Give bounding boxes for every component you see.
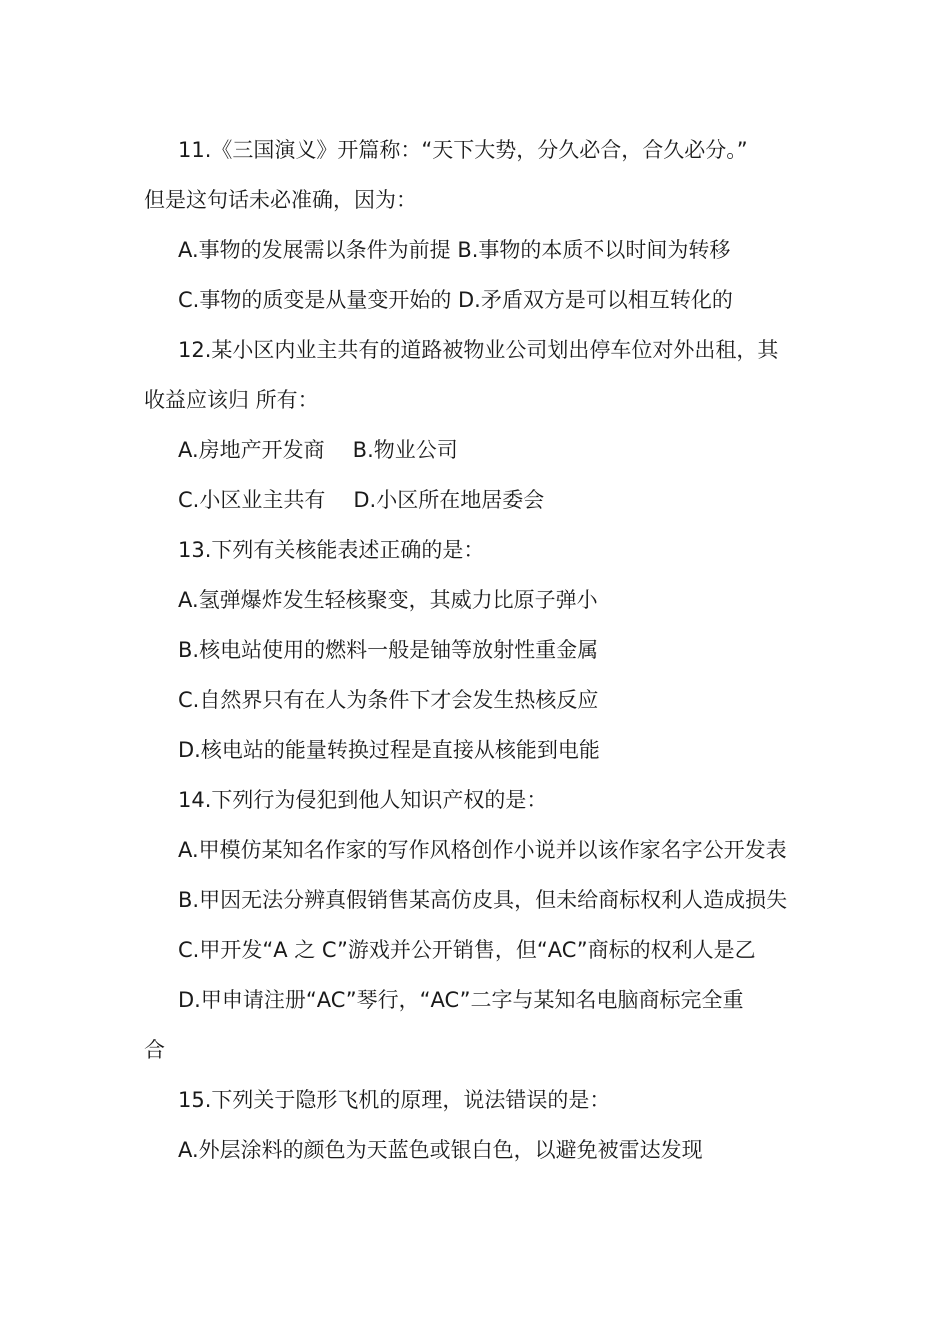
question-13-option-a: A.氢弹爆炸发生轻核聚变，其威力比原子弹小 [178,588,598,612]
question-12-stem-continued: 收益应该归 所有： [144,388,319,412]
question-12-option-a: A.房地产开发商 [178,438,325,462]
question-13-stem: 13.下列有关核能表述正确的是： [178,538,485,562]
question-12-option-c: C.小区业主共有 [178,488,326,512]
question-12-options-ab [178,436,458,464]
question-14-option-a: A.甲模仿某知名作家的写作风格创作小说并以该作家名字公开发表 [178,838,787,862]
question-14-option-d: D.甲申请注册“AC”琴行，“AC”二字与某知名电脑商标完全重 [178,988,744,1012]
question-15-stem: 15.下列关于隐形飞机的原理，说法错误的是： [178,1088,611,1112]
question-11-options-ab: A.事物的发展需以条件为前提 B.事物的本质不以时间为转移 [178,238,731,262]
question-12-option-b: B.物业公司 [352,438,458,462]
question-15-option-a: A.外层涂料的颜色为天蓝色或银白色，以避免被雷达发现 [178,1138,703,1162]
question-11-stem-continued: 但是这句话未必准确，因为： [144,188,417,212]
question-14-option-b: B.甲因无法分辨真假销售某高仿皮具，但未给商标权利人造成损失 [178,888,788,912]
question-13-option-d: D.核电站的能量转换过程是直接从核能到电能 [178,738,600,762]
question-13-option-b: B.核电站使用的燃料一般是铀等放射性重金属 [178,638,599,662]
question-13-option-c: C.自然界只有在人为条件下才会发生热核反应 [178,688,599,712]
question-11-options-cd: C.事物的质变是从量变开始的 D.矛盾双方是可以相互转化的 [178,288,733,312]
question-12-options-cd [178,486,544,514]
question-11-stem: 11.《三国演义》开篇称：“天下大势，分久必合，合久必分。” [178,138,748,162]
question-12-stem: 12.某小区内业主共有的道路被物业公司划出停车位对外出租，其 [178,338,779,362]
question-14-option-c: C.甲开发“A 之 C”游戏并公开销售，但“AC”商标的权利人是乙 [178,938,756,962]
question-14-option-d-continued: 合 [144,1038,165,1062]
question-14-stem: 14.下列行为侵犯到他人知识产权的是： [178,788,548,812]
question-12-option-d: D.小区所在地居委会 [353,488,545,512]
